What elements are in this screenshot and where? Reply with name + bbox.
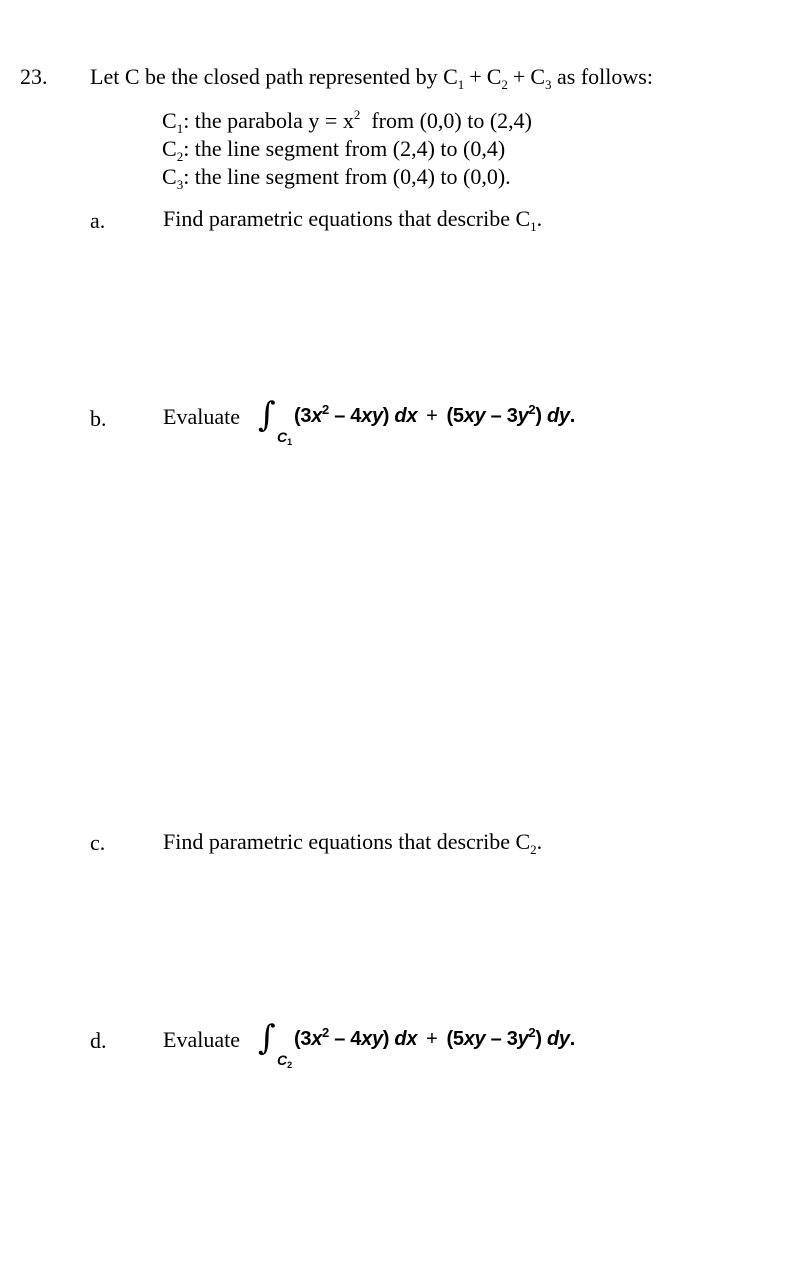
curve-definition-c3: $C_3$: the line segment from (0,4) to (0,0). <box>162 164 511 192</box>
part-label-b: b. <box>90 406 107 431</box>
part-d-verb: Evaluate <box>163 1027 240 1052</box>
part-label-a: a. <box>90 208 106 233</box>
part-a-question: Find parametric equations that describe $C_1$. <box>163 206 543 234</box>
integrand-b: $(3x^2 - 4xy)$ dx + $(5xy - 3y^2)$ dy. <box>294 402 575 427</box>
integrand-d: $(3x^2 - 4xy)$ dx + $(5xy - 3y^2)$ dy. <box>294 1025 575 1050</box>
problem-number: 23. <box>20 64 48 89</box>
integral-path-b: $C_1$ <box>277 429 293 447</box>
intro-tail: as follows: <box>557 64 653 89</box>
intro-text: Let C be the closed path represented by <box>90 64 438 89</box>
integral-sign-b: ∫ <box>258 395 276 435</box>
part-c-question: Find parametric equations that describe $C_2$. <box>163 829 543 857</box>
integral-sign-d: ∫ <box>258 1018 276 1058</box>
curve-definition-c2: $C_2$: the line segment from (2,4) to (0,4) <box>162 136 506 164</box>
curve-definition-c1: $C_1$: the parabola $y = x^2$ from (0,0) to (2,4) <box>162 107 533 136</box>
part-b-verb: Evaluate <box>163 404 240 429</box>
problem-intro <box>90 64 653 92</box>
part-label-d: d. <box>90 1028 107 1053</box>
integral-path-d: $C_2$ <box>277 1052 293 1070</box>
intro-path: $C_1 + C_2 + C_3$ <box>443 64 552 92</box>
part-label-c: c. <box>90 830 106 855</box>
